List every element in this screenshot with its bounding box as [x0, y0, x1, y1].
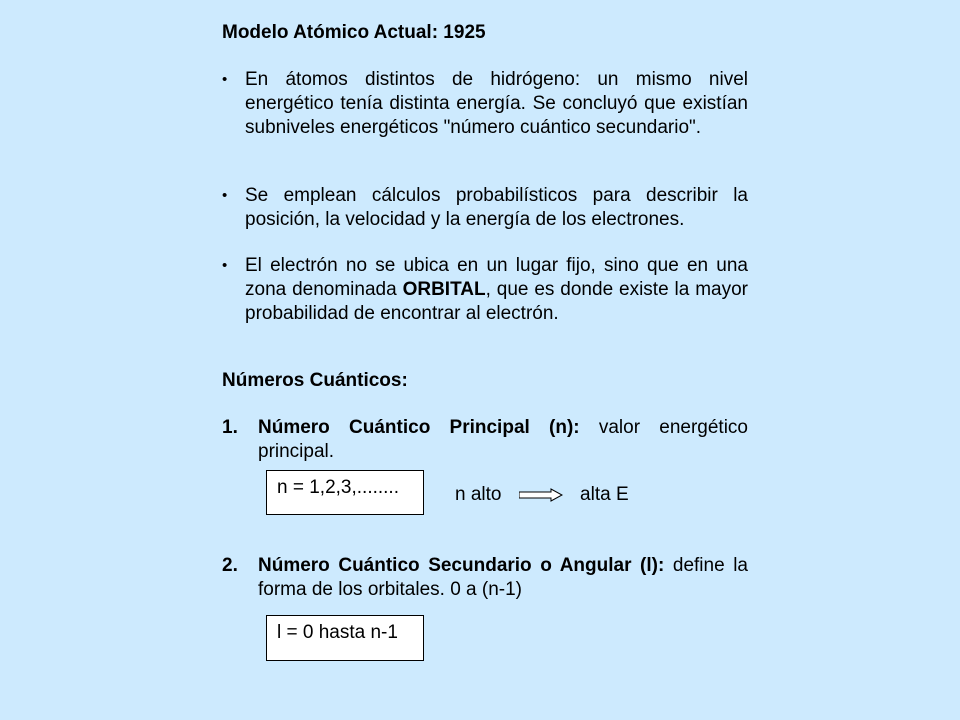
- bullet-text-part: El electrón no se ubica en un lugar fijo, sino que en una zona denominada: [245, 255, 748, 300]
- bullet-item: [222, 254, 749, 326]
- bullet-dot: •: [222, 71, 228, 88]
- item-text: valor energético principal.: [258, 417, 748, 462]
- relation-flow: [455, 484, 629, 506]
- flow-right-label: alta E: [580, 484, 629, 505]
- item-heading: Número Cuántico Principal (n):: [258, 417, 580, 438]
- formula-box: l = 0 hasta n-1: [266, 615, 424, 661]
- quantum-number-item: [222, 554, 748, 602]
- item-number: 1.: [222, 417, 238, 438]
- bullet-text-part: , que es donde existe la mayor probabilidad de encontrar al electrón.: [245, 279, 749, 324]
- slide-title: Modelo Atómico Actual: 1925: [222, 22, 486, 43]
- bullet-text: En átomos distintos de hidrógeno: un mismo nivel energético tenía distinta energía. Se concluyó que existían subniveles energéticos "número cuántico secundario".: [245, 69, 748, 138]
- bullet-dot: •: [222, 257, 228, 274]
- bullet-dot: •: [222, 187, 228, 204]
- section-title: Números Cuánticos:: [222, 370, 408, 391]
- item-body: [258, 554, 748, 602]
- item-number: 2.: [222, 555, 238, 576]
- bullet-item: [222, 68, 748, 140]
- bullet-text: Se emplean cálculos probabilísticos para describir la posición, la velocidad y la energía de los electrones.: [245, 185, 748, 230]
- item-heading: Número Cuántico Secundario o Angular (l):: [258, 555, 665, 576]
- bullet-item: [222, 184, 748, 232]
- orbital-term: ORBITAL: [402, 279, 486, 300]
- quantum-number-item: [222, 416, 748, 464]
- item-body: [258, 416, 748, 464]
- item-text: define la forma de los orbitales. 0 a (n-1): [258, 555, 748, 600]
- formula-box: n = 1,2,3,........: [266, 470, 424, 515]
- flow-left-label: n alto: [455, 484, 502, 505]
- bullet-text: [245, 254, 748, 326]
- arrow-right-icon: [519, 488, 563, 502]
